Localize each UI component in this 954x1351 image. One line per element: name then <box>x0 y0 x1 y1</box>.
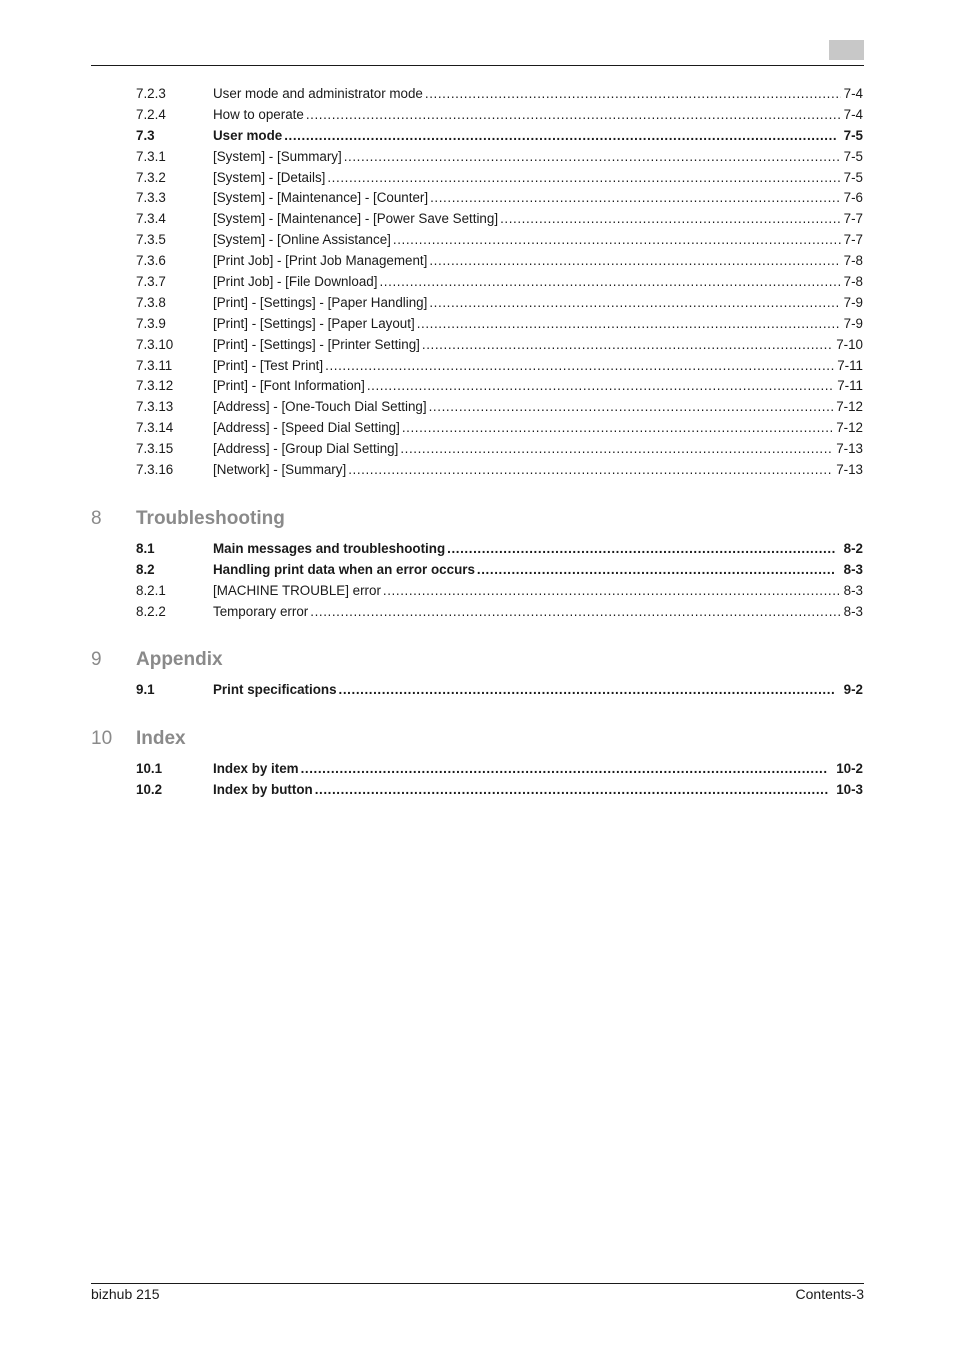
toc-entry[interactable] <box>0 418 954 439</box>
toc-entry-line <box>213 439 863 460</box>
toc-entry-title: [Print] - [Font Information] <box>213 378 365 394</box>
toc-entry-page: 7-5 <box>843 169 863 185</box>
toc-dot-leader <box>477 560 836 581</box>
toc-chapters <box>0 499 954 801</box>
toc-entry-number: 9.1 <box>136 682 155 698</box>
toc-entry-title: Temporary error <box>213 603 309 619</box>
toc-entry-title: [System] - [Summary] <box>213 148 342 164</box>
toc-dot-leader <box>429 397 834 418</box>
toc-entry-number: 7.3.11 <box>136 357 173 373</box>
toc-dot-leader <box>315 780 829 801</box>
toc-entry[interactable] <box>0 680 954 701</box>
chapter-block <box>0 719 954 801</box>
toc-entry-title: [Print] - [Settings] - [Paper Layout] <box>213 315 415 331</box>
toc-dot-leader <box>310 602 840 623</box>
toc-entry-title: [Print] - [Settings] - [Printer Setting] <box>213 336 420 352</box>
toc-entry-line <box>213 581 863 602</box>
toc-entry[interactable] <box>0 251 954 272</box>
toc-dot-leader <box>429 293 840 314</box>
toc-entry-line <box>213 314 863 335</box>
toc-entry-page: 8-3 <box>843 603 863 619</box>
header-rule <box>91 65 864 66</box>
toc-dot-leader <box>325 356 834 377</box>
toc-entry-line <box>213 759 863 780</box>
toc-entry[interactable] <box>0 356 954 377</box>
toc-entry-title: [Print Job] - [File Download] <box>213 274 378 290</box>
chapter-heading[interactable] <box>0 719 954 759</box>
toc-entry-line <box>213 84 863 105</box>
toc-entry-page: 7-13 <box>836 462 863 478</box>
toc-entry-page: 7-12 <box>836 420 863 436</box>
toc-entry-number: 8.2 <box>136 561 155 577</box>
toc-entry-title: [MACHINE TROUBLE] error <box>213 582 381 598</box>
toc-entry-number: 7.3.3 <box>136 190 166 206</box>
toc-dot-leader <box>284 126 835 147</box>
toc-entry-line <box>213 168 863 189</box>
chapter-number: 9 <box>91 649 102 671</box>
chapter-heading[interactable] <box>0 640 954 680</box>
toc-entry-line <box>213 539 863 560</box>
toc-entry-page: 7-9 <box>843 315 863 331</box>
toc-entry-page: 7-12 <box>836 399 863 415</box>
toc-entry-number: 8.2.2 <box>136 603 166 619</box>
footer-page-label: Contents-3 <box>795 1286 864 1302</box>
toc-entry-page: 7-8 <box>843 274 863 290</box>
toc-entry-page: 7-5 <box>843 148 863 164</box>
toc-entry-number: 7.3.8 <box>136 294 166 310</box>
toc-entry-page: 7-4 <box>843 106 863 122</box>
toc-entry-title: How to operate <box>213 106 304 122</box>
toc-entry-page: 7-7 <box>843 211 863 227</box>
toc-dot-leader <box>301 759 829 780</box>
toc-dot-leader <box>417 314 841 335</box>
toc-entry-page: 7-11 <box>837 378 863 394</box>
toc-entry-page: 10-3 <box>836 782 863 798</box>
toc-dot-leader <box>400 439 833 460</box>
toc-entry-line <box>213 460 863 481</box>
chapter-number: 8 <box>91 507 102 529</box>
toc-entry[interactable] <box>0 230 954 251</box>
toc-entry[interactable] <box>0 272 954 293</box>
toc-entry[interactable] <box>0 335 954 356</box>
toc-entry[interactable] <box>0 84 954 105</box>
toc-entry-line <box>213 105 863 126</box>
toc-entry-line <box>213 602 863 623</box>
chapter-block <box>0 499 954 623</box>
toc-entry[interactable] <box>0 780 954 801</box>
toc-entry-number: 7.3.2 <box>136 169 166 185</box>
toc-entry[interactable] <box>0 602 954 623</box>
toc-entry-page: 7-10 <box>836 336 863 352</box>
toc-dot-leader <box>327 168 840 189</box>
toc-entry-title: [System] - [Online Assistance] <box>213 232 391 248</box>
toc-entry[interactable] <box>0 560 954 581</box>
toc-dot-leader <box>447 539 836 560</box>
toc-entry-title: [System] - [Maintenance] - [Counter] <box>213 190 429 206</box>
toc-entry-line <box>213 335 863 356</box>
toc-entry[interactable] <box>0 105 954 126</box>
toc-entry-title: [Address] - [Group Dial Setting] <box>213 441 399 457</box>
toc-entry-line <box>213 209 863 230</box>
toc-entry-number: 7.3.1 <box>136 148 166 164</box>
toc-entry[interactable] <box>0 539 954 560</box>
toc-entry-page: 9-2 <box>843 682 863 698</box>
toc-dot-leader <box>306 105 841 126</box>
toc-entry[interactable] <box>0 293 954 314</box>
toc-dot-leader <box>339 680 836 701</box>
chapter-title: Index <box>136 728 186 750</box>
toc-entry-number: 7.3 <box>136 127 155 143</box>
toc-entry[interactable] <box>0 209 954 230</box>
toc-dot-leader <box>367 376 834 397</box>
toc-dot-leader <box>383 581 841 602</box>
chapter-title: Appendix <box>136 649 223 671</box>
toc-entry[interactable] <box>0 168 954 189</box>
toc-entry-page: 7-7 <box>843 232 863 248</box>
toc-entry-page: 10-2 <box>836 761 863 777</box>
toc-entry-page: 7-13 <box>836 441 863 457</box>
toc-entry-number: 8.1 <box>136 540 155 556</box>
toc-entry-title: [Print] - [Test Print] <box>213 357 324 373</box>
toc-entry-page: 7-4 <box>843 86 863 101</box>
toc-entry-page: 7-9 <box>843 294 863 310</box>
toc-entry-title: [System] - [Maintenance] - [Power Save Setting] <box>213 211 499 227</box>
toc-entry-number: 7.3.15 <box>136 441 174 457</box>
header-corner-tab <box>829 40 864 60</box>
toc-entry-line <box>213 780 863 801</box>
toc-entry-title: [Print] - [Settings] - [Paper Handling] <box>213 294 428 310</box>
table-of-contents <box>0 84 954 801</box>
toc-entry[interactable] <box>0 397 954 418</box>
toc-entry-page: 7-8 <box>843 253 863 269</box>
toc-entry-title: Handling print data when an error occurs <box>213 561 475 577</box>
toc-entry-number: 7.3.14 <box>136 420 174 436</box>
toc-entry-number: 7.3.5 <box>136 232 166 248</box>
toc-entry-number: 7.2.4 <box>136 106 166 122</box>
toc-entry-line <box>213 680 863 701</box>
toc-entry-line <box>213 188 863 209</box>
toc-entry-title: User mode and administrator mode <box>213 86 423 101</box>
toc-dot-leader <box>429 251 840 272</box>
toc-entry-number: 10.2 <box>136 782 163 798</box>
toc-entry[interactable] <box>0 460 954 481</box>
toc-entry[interactable] <box>0 439 954 460</box>
toc-entry-title: Main messages and troubleshooting <box>213 540 446 556</box>
toc-entry-number: 8.2.1 <box>136 582 166 598</box>
toc-entry-number: 7.3.16 <box>136 462 174 478</box>
toc-entry-line <box>213 376 863 397</box>
chapter-heading[interactable] <box>0 499 954 539</box>
toc-dot-leader <box>344 147 841 168</box>
toc-entry-title: [Print Job] - [Print Job Management] <box>213 253 428 269</box>
toc-entry[interactable] <box>0 581 954 602</box>
toc-entry-title: User mode <box>213 127 283 143</box>
toc-dot-leader <box>348 460 833 481</box>
toc-entry-title: Index by item <box>213 761 299 777</box>
toc-entry-number: 7.3.10 <box>136 336 174 352</box>
toc-entry-line <box>213 418 863 439</box>
toc-entry-line <box>213 397 863 418</box>
toc-entry-number: 7.3.7 <box>136 274 166 290</box>
toc-dot-leader <box>402 418 833 439</box>
toc-dot-leader <box>500 209 841 230</box>
toc-continued-section <box>0 84 954 481</box>
toc-entry-title: [Network] - [Summary] <box>213 462 347 478</box>
toc-entry-number: 7.2.3 <box>136 86 166 101</box>
toc-entry-page: 7-11 <box>837 357 863 373</box>
toc-entry-number: 10.1 <box>136 761 163 777</box>
toc-dot-leader <box>425 84 841 105</box>
chapter-title: Troubleshooting <box>136 507 285 529</box>
chapter-block <box>0 640 954 701</box>
toc-entry-page: 7-6 <box>843 190 863 206</box>
toc-dot-leader <box>393 230 841 251</box>
toc-dot-leader <box>379 272 840 293</box>
toc-entry-page: 8-3 <box>843 561 863 577</box>
toc-entry-number: 7.3.9 <box>136 315 166 331</box>
toc-entry-number: 7.3.4 <box>136 211 166 227</box>
toc-entry-title: Print specifications <box>213 682 337 698</box>
toc-entry-page: 8-3 <box>843 582 863 598</box>
toc-entry-line <box>213 272 863 293</box>
toc-entry[interactable] <box>0 126 954 147</box>
footer-product-name: bizhub 215 <box>91 1286 160 1302</box>
toc-entry-page: 8-2 <box>843 540 863 556</box>
toc-entry-line <box>213 230 863 251</box>
toc-entry-page: 7-5 <box>843 127 863 143</box>
toc-entry-title: [System] - [Details] <box>213 169 326 185</box>
toc-entry[interactable] <box>0 759 954 780</box>
toc-entry-line <box>213 147 863 168</box>
toc-entry-number: 7.3.6 <box>136 253 166 269</box>
toc-entry[interactable] <box>0 188 954 209</box>
toc-dot-leader <box>422 335 833 356</box>
toc-entry[interactable] <box>0 147 954 168</box>
toc-entry-line <box>213 560 863 581</box>
toc-entry[interactable] <box>0 376 954 397</box>
toc-entry-title: [Address] - [One-Touch Dial Setting] <box>213 399 427 415</box>
toc-entry-number: 7.3.13 <box>136 399 174 415</box>
toc-entry-line <box>213 293 863 314</box>
toc-entry-title: [Address] - [Speed Dial Setting] <box>213 420 400 436</box>
toc-entry-number: 7.3.12 <box>136 378 174 394</box>
toc-entry[interactable] <box>0 314 954 335</box>
toc-entry-line <box>213 356 863 377</box>
toc-entry-line <box>213 251 863 272</box>
toc-entry-line <box>213 126 863 147</box>
footer-rule <box>91 1283 864 1284</box>
toc-dot-leader <box>430 188 841 209</box>
toc-entry-title: Index by button <box>213 782 313 798</box>
chapter-number: 10 <box>91 728 113 750</box>
